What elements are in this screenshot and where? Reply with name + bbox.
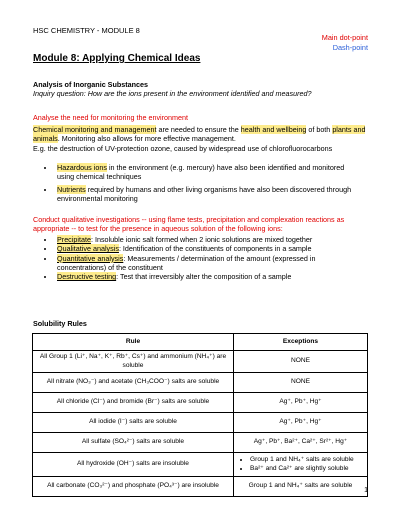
rule-cell: All chloride (Cl⁻) and bromide (Br⁻) salts are soluble bbox=[33, 393, 234, 413]
exception-cell: NONE bbox=[234, 351, 368, 373]
list-item: • Precipitate: Insoluble ionic salt formed when 2 ionic solutions are mixed together bbox=[55, 235, 363, 244]
need-bullets bbox=[33, 163, 363, 203]
list-item: • Hazardous ions in the environment (e.g. mercury) have also been identified and monitored using chemical techniques bbox=[55, 163, 363, 182]
rule-cell: All nitrate (NO₃⁻) and acetate (CH₃COO⁻) salts are soluble bbox=[33, 373, 234, 393]
inquiry-question: Inquiry question: How are the ions present in the environment identified and measured? bbox=[33, 89, 312, 99]
exception-cell: NONE bbox=[234, 373, 368, 393]
exception-cell: Ag⁺, Pb⁺, Hg⁺ bbox=[234, 393, 368, 413]
rule-cell: All Group 1 (Li⁺, Na⁺, K⁺, Rb⁺, Cs⁺) and ammonium (NH₄⁺) are soluble bbox=[33, 351, 234, 373]
rule-cell: All iodide (I⁻) salts are soluble bbox=[33, 413, 234, 433]
list-item: • Quantitative analysis: Measurements / determination of the amount (expressed in concentrations) of the constituent bbox=[55, 254, 363, 273]
header-course: HSC CHEMISTRY - MODULE 8 bbox=[33, 26, 140, 35]
page-number: 1 bbox=[364, 487, 368, 494]
rule-cell: All hydroxide (OH⁻) salts are insoluble bbox=[33, 453, 234, 477]
solubility-heading: Solubility Rules bbox=[33, 319, 87, 328]
list-item: • Destructive testing: Test that irreversibly alter the composition of a sample bbox=[55, 272, 363, 281]
module-title: Module 8: Applying Chemical Ideas bbox=[33, 53, 201, 64]
need-heading: Analyse the need for monitoring the environment bbox=[33, 113, 189, 122]
highlight-health: health and wellbeing bbox=[240, 125, 307, 134]
exception-cell: Ag⁺, Pb⁺, Ba²⁺, Ca²⁺, Sr²⁺, Hg⁺ bbox=[234, 433, 368, 453]
definitions-list bbox=[33, 235, 363, 281]
analysis-heading: Analysis of Inorganic Substances bbox=[33, 80, 149, 89]
qualitative-heading: Conduct qualitative investigations -- using flame tests, precipitation and complexation reactions as appropriate -- to test for the presence in aqueous solution of the following ions: bbox=[33, 215, 345, 234]
table-row bbox=[33, 413, 368, 433]
legend-dash-point: Dash-point bbox=[332, 42, 368, 52]
highlight-plants-animals: plants and animals bbox=[33, 125, 366, 144]
rule-cell: All sulfate (SO₄²⁻) salts are soluble bbox=[33, 433, 234, 453]
highlight-chemical-monitoring: Chemical monitoring and management bbox=[33, 125, 157, 134]
list-item: • Qualitative analysis: Identification of the constituents of components in a sample bbox=[55, 244, 363, 253]
exception-cell: Ag⁺, Pb⁺, Hg⁺ bbox=[234, 413, 368, 433]
exception-cell: Group 1 and NH₄⁺ salts are soluble bbox=[234, 477, 368, 497]
need-example: E.g. the destruction of UV-protection ozone, caused by widespread use of chlorofluorocarbons bbox=[33, 143, 333, 153]
solubility-table bbox=[32, 333, 368, 497]
exception-cell bbox=[234, 453, 368, 477]
rule-cell: All carbonate (CO₃²⁻) and phosphate (PO₄³⁻) are insoluble bbox=[33, 477, 234, 497]
list-item: • Nutrients required by humans and other living organisms have also been discovered through environmental monitoring bbox=[55, 185, 363, 204]
table-row bbox=[33, 351, 368, 373]
header-legend bbox=[322, 33, 368, 52]
need-paragraph: Chemical monitoring and management are needed to ensure the health and wellbeing of both plants and animals. Monitoring also allows for more effective management. E.g. the destruction of UV-protection ozone, caused by widespread use of chlorofluorocarbons bbox=[33, 125, 368, 153]
column-header-exceptions: Exceptions bbox=[234, 334, 368, 351]
table-row bbox=[33, 373, 368, 393]
table-header-row bbox=[33, 334, 368, 351]
list-item: • Ba²⁺ and Ca²⁺ are slightly soluble bbox=[250, 465, 363, 473]
table-row bbox=[33, 393, 368, 413]
table-row bbox=[33, 477, 368, 497]
legend-main-dot-point: Main dot-point bbox=[321, 33, 368, 42]
table-row bbox=[33, 453, 368, 477]
table-row bbox=[33, 433, 368, 453]
analysis-section bbox=[33, 80, 311, 99]
list-item: • Group 1 and NH₄⁺ salts are soluble bbox=[250, 456, 363, 464]
column-header-rule: Rule bbox=[33, 334, 234, 351]
